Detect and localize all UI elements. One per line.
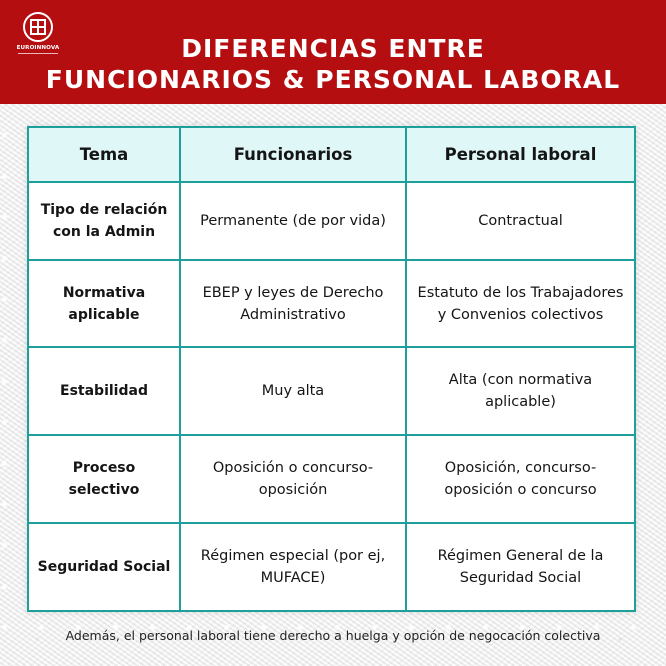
table-row [28,260,635,347]
row-funcionarios: Oposición o concurso-oposición [180,435,406,523]
table-row [28,523,635,611]
table-row [28,347,635,435]
comparison-table [27,126,636,612]
row-topic: Seguridad Social [28,523,180,611]
row-topic: Proceso selectivo [28,435,180,523]
row-personal-laboral: Contractual [406,182,635,260]
table-row [28,435,635,523]
page-title [0,33,666,95]
row-personal-laboral: Oposición, concurso-oposición o concurso [406,435,635,523]
footnote: Además, el personal laboral tiene derecho a huelga y opción de negocación colectiva [65,628,601,643]
row-topic: Estabilidad [28,347,180,435]
row-funcionarios: Régimen especial (por ej, MUFACE) [180,523,406,611]
column-header-funcionarios: Funcionarios [180,127,406,182]
header-banner [0,0,666,104]
table-row [28,182,635,260]
row-topic: Tipo de relación con la Admin [28,182,180,260]
row-topic: Normativa aplicable [28,260,180,347]
brand-name: EUROINNOVA [16,45,60,51]
row-personal-laboral: Régimen General de la Seguridad Social [406,523,635,611]
title-line-1: DIFERENCIAS ENTRE [181,34,485,63]
column-header-personal-laboral: Personal laboral [406,127,635,182]
column-header-tema: Tema [28,127,180,182]
row-funcionarios: Muy alta [180,347,406,435]
row-funcionarios: Permanente (de por vida) [180,182,406,260]
row-personal-laboral: Estatuto de los Trabajadores y Convenios colectivos [406,260,635,347]
title-line-2: FUNCIONARIOS & PERSONAL LABORAL [45,65,621,94]
row-personal-laboral: Alta (con normativa aplicable) [406,347,635,435]
table-header-row [28,127,635,182]
row-funcionarios: EBEP y leyes de Derecho Administrativo [180,260,406,347]
